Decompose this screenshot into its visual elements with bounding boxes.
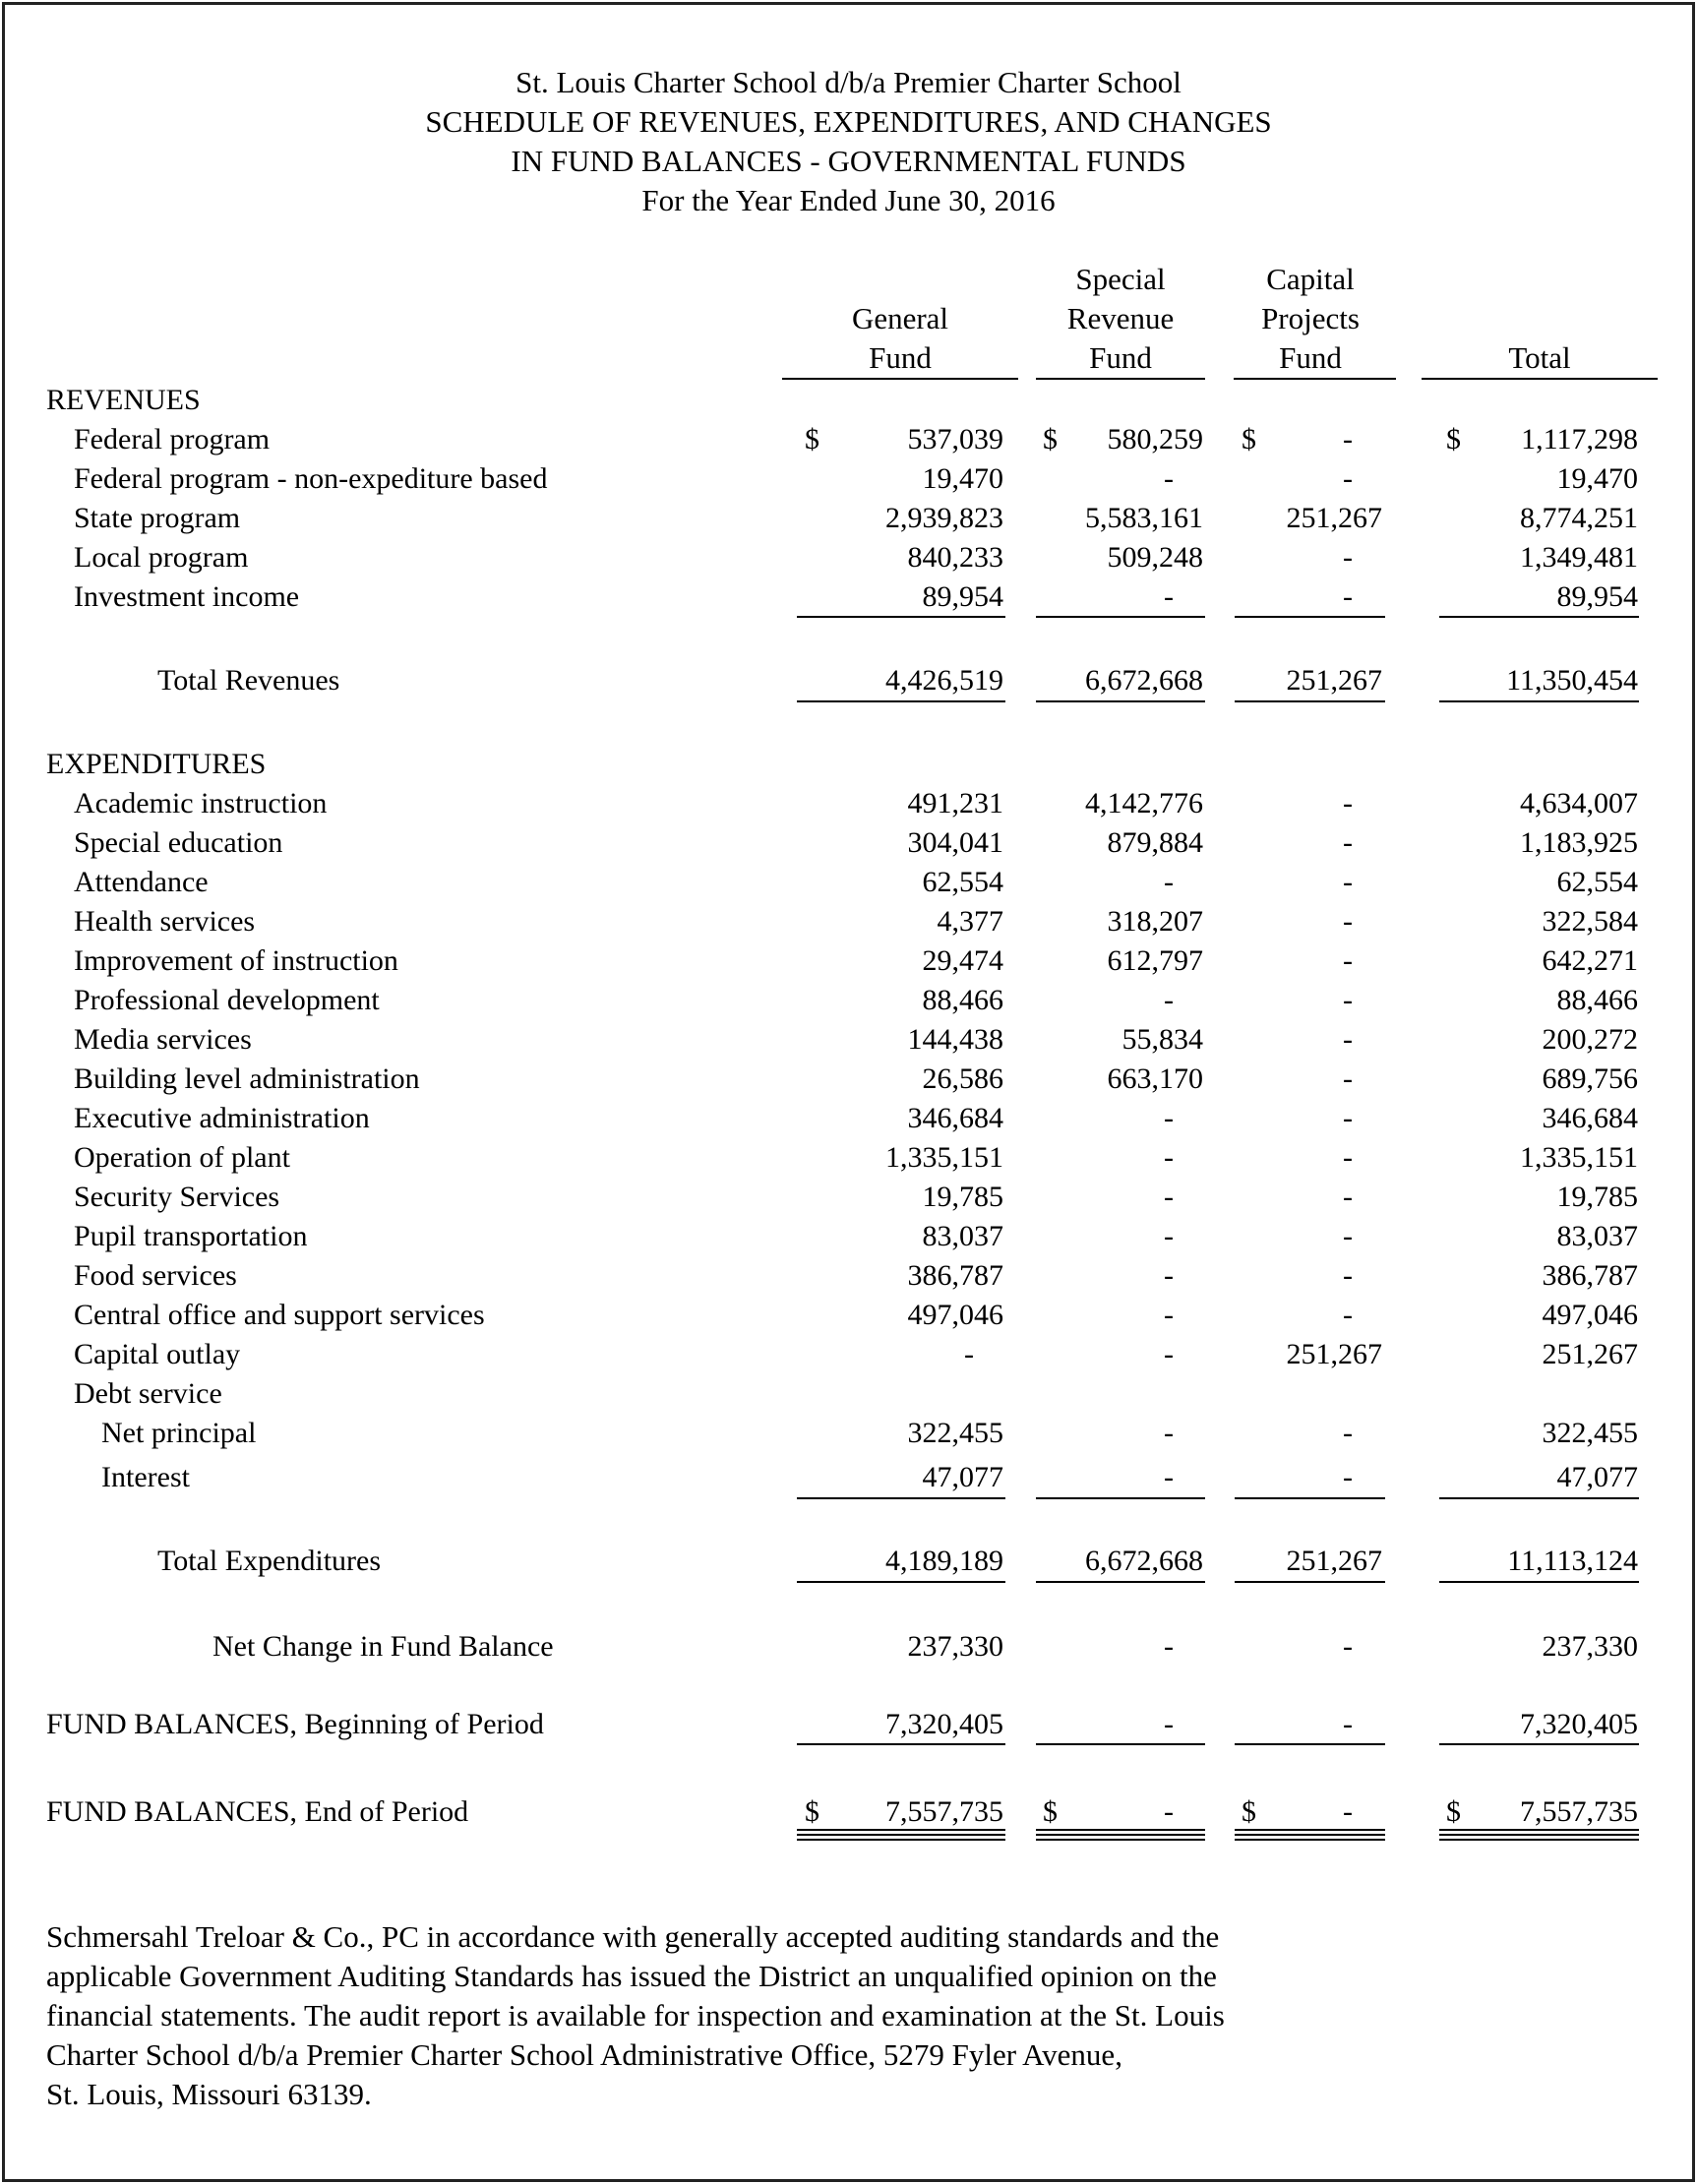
table-row: Federal program $ 537,039 $ 580,259 $ - $ 1,117,298 — [0, 420, 1697, 459]
subtotal-rule — [1036, 616, 1205, 618]
period: For the Year Ended June 30, 2016 — [641, 183, 1056, 217]
total-rule — [1439, 1581, 1639, 1583]
currency-symbol: $ — [805, 423, 819, 455]
audit-note: Schmersahl Treloar & Co., PC in accordance with generally accepted auditing standards and the applicable Government Auditing Standards has issued the District an unqualified opinion on the financial statements. The audit report is available for inspection and examination at the St. Louis Charter School d/b/a Premier Charter School Administrative Office, 5279 Fyler Avenue, St. Louis, Missouri 63139. — [46, 1919, 1225, 2111]
table-row: Central office and support services 497,046 - - 497,046 — [74, 1299, 1638, 1331]
subtotal-rule — [1036, 1743, 1205, 1745]
header-rule — [782, 378, 1018, 380]
grand-total-double-rule — [1036, 1834, 1205, 1841]
table-row: Improvement of instruction 29,474 612,797 - 642,271 — [74, 944, 1638, 977]
total-revenues-row: Total Revenues 4,426,519 6,672,668 251,267 11,350,454 — [157, 664, 1638, 697]
table-row: State program 2,939,823 5,583,161 251,267 8,774,251 — [74, 502, 1638, 534]
net-change-row: Net Change in Fund Balance 237,330 - - 237,330 — [212, 1630, 1638, 1663]
total-rule — [1235, 1581, 1385, 1583]
subtotal-rule — [1235, 616, 1385, 618]
table-row: Net principal 322,455 - - 322,455 — [101, 1417, 1638, 1449]
col-header-total: Total — [1508, 340, 1571, 375]
total-rule — [797, 1581, 1005, 1583]
currency-symbol: $ — [1242, 1795, 1256, 1828]
table-row: Executive administration 346,684 - - 346,684 — [74, 1102, 1638, 1134]
total-rule — [1036, 1581, 1205, 1583]
col-header-general: General Fund — [851, 301, 949, 375]
table-row: Pupil transportation 83,037 - - 83,037 — [74, 1220, 1638, 1252]
header-rule — [1036, 378, 1205, 380]
total-rule — [797, 1829, 1005, 1831]
currency-symbol: $ — [1043, 1795, 1058, 1828]
currency-symbol: $ — [1242, 423, 1256, 455]
table-row: Investment income 89,954 - - 89,954 — [74, 580, 1638, 613]
total-rule — [1036, 1829, 1205, 1831]
currency-symbol: $ — [1446, 423, 1461, 455]
subtotal-rule — [1439, 1497, 1639, 1499]
total-rule — [1235, 1829, 1385, 1831]
total-rule — [1036, 700, 1205, 702]
total-rule — [797, 700, 1005, 702]
total-rule — [1235, 700, 1385, 702]
subtotal-rule — [797, 616, 1005, 618]
table-row: Special education 304,041 879,884 - 1,183,925 — [74, 826, 1638, 859]
currency-symbol: $ — [805, 1795, 819, 1828]
currency-symbol: $ — [1043, 423, 1058, 455]
schedule-subtitle: IN FUND BALANCES - GOVERNMENTAL FUNDS — [511, 144, 1186, 178]
fund-beginning-row: FUND BALANCES, Beginning of Period 7,320,405 - - 7,320,405 — [46, 1708, 1638, 1740]
subtotal-rule — [797, 1497, 1005, 1499]
table-row: Food services 386,787 - - 386,787 — [74, 1259, 1638, 1292]
currency-symbol: $ — [1446, 1795, 1461, 1828]
table-row: Professional development 88,466 - - 88,466 — [74, 984, 1638, 1016]
table-row: Federal program - non-expediture based 19,470 - - 19,470 — [74, 462, 1638, 495]
table-row: Attendance 62,554 - - 62,554 — [74, 866, 1638, 898]
statement-title — [0, 63, 1697, 220]
col-header-capital: Capital Projects Fund — [1261, 262, 1360, 375]
table-row: Academic instruction 491,231 4,142,776 - 4,634,007 — [74, 787, 1638, 819]
total-rule — [1439, 700, 1639, 702]
table-row: Media services 144,438 55,834 - 200,272 — [74, 1023, 1638, 1056]
table-row: Building level administration 26,586 663,170 - 689,756 — [74, 1062, 1638, 1095]
subtotal-rule — [1235, 1497, 1385, 1499]
col-header-special: Special Revenue Fund — [1066, 262, 1175, 375]
total-rule — [1439, 1829, 1639, 1831]
total-expenditures-row: Total Expenditures 4,189,189 6,672,668 251,267 11,113,124 — [157, 1545, 1638, 1577]
table-row: Health services 4,377 318,207 - 322,584 — [74, 905, 1638, 938]
table-row: Interest 47,077 - - 47,077 — [101, 1461, 1638, 1493]
grand-total-double-rule — [1439, 1834, 1639, 1841]
header-rule — [1234, 378, 1396, 380]
expenditures-heading-row — [0, 745, 1697, 784]
school-name: St. Louis Charter School d/b/a Premier Charter School — [515, 65, 1182, 99]
section-heading: REVENUES — [46, 384, 201, 416]
fund-end-row: FUND BALANCES, End of Period $ 7,557,735 $ - $ - $ 7,557,735 — [0, 1792, 1697, 1832]
subtotal-rule — [1439, 616, 1639, 618]
subtotal-rule — [1235, 1743, 1385, 1745]
schedule-title: SCHEDULE OF REVENUES, EXPENDITURES, AND CHANGES — [425, 104, 1272, 139]
header-rule — [1422, 378, 1658, 380]
section-heading: EXPENDITURES — [46, 748, 267, 780]
subtotal-rule — [1036, 1497, 1205, 1499]
table-row: Capital outlay - - 251,267 251,267 — [74, 1338, 1638, 1370]
grand-total-double-rule — [797, 1834, 1005, 1841]
table-row: Security Services 19,785 - - 19,785 — [74, 1181, 1638, 1213]
debt-service-heading-row: Debt service — [74, 1377, 222, 1410]
table-row: Local program 840,233 509,248 - 1,349,481 — [74, 541, 1638, 574]
table-row: Operation of plant 1,335,151 - - 1,335,151 — [74, 1141, 1638, 1174]
subtotal-rule — [797, 1743, 1005, 1745]
subtotal-rule — [1439, 1743, 1639, 1745]
grand-total-double-rule — [1235, 1834, 1385, 1841]
revenues-heading-row — [0, 381, 1697, 420]
